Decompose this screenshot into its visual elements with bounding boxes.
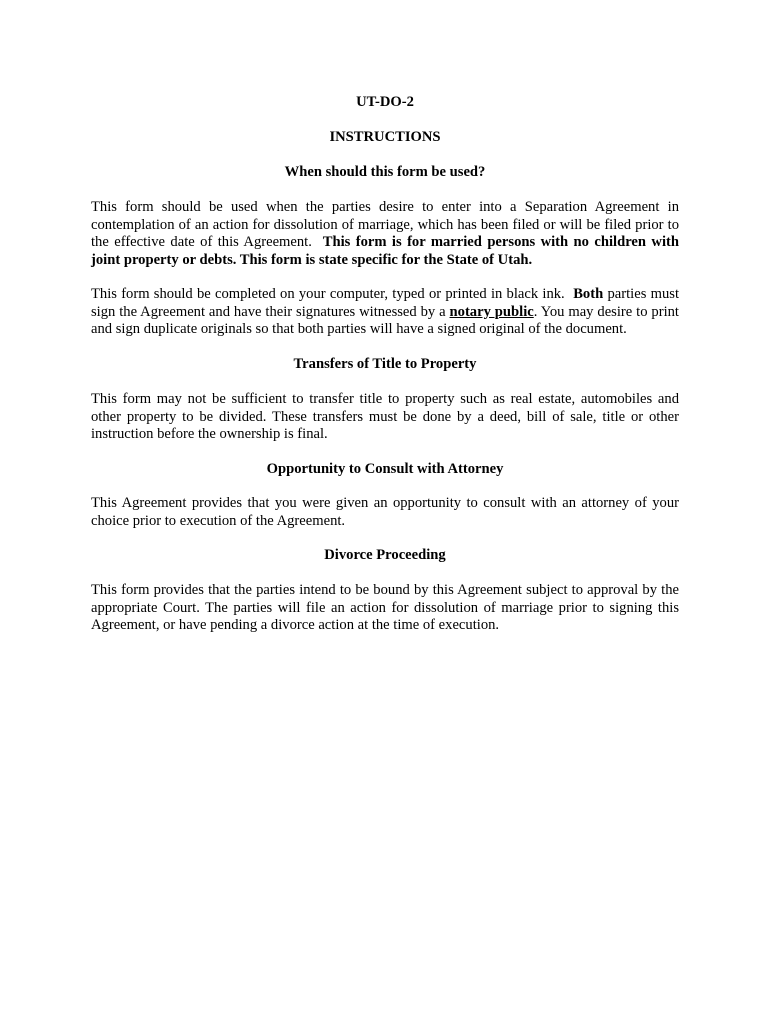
notary-public-link[interactable]: notary public: [449, 303, 534, 320]
form-code: UT-DO-2: [356, 94, 414, 110]
usage-paragraph: [91, 199, 679, 269]
transfers-heading: Transfers of Title to Property: [293, 356, 477, 372]
usage-paragraph-bold: This form is for married persons with no children with joint property or debts. This form is state specific for the State of Utah.: [91, 234, 679, 268]
completion-paragraph: [91, 286, 679, 339]
completion-text-a: This form should be completed on your computer, typed or printed in black ink.: [91, 286, 565, 302]
completion-bold-both: Both: [573, 286, 604, 302]
divorce-heading: Divorce Proceeding: [324, 547, 446, 563]
instructions-heading: INSTRUCTIONS: [329, 129, 441, 145]
usage-paragraph-text: This form should be used when the parties desire to enter into a Separation Agreement in contemplation of an action for dissolution of marriage, which has been filed or will be filed prior to the effective date of this Agreement.: [91, 199, 679, 250]
transfers-paragraph: This form may not be sufficient to transfer title to property such as real estate, automobiles and other property to be divided. These transfers must be done by a deed, bill of sale, title or other instruction before the ownership is final.: [91, 391, 679, 442]
usage-question-heading: When should this form be used?: [284, 164, 486, 180]
completion-text-b: parties must sign the Agreement and have their signatures witnessed by a: [91, 286, 679, 320]
divorce-paragraph: This form provides that the parties intend to be bound by this Agreement subject to approval by the appropriate Court. The parties will file an action for dissolution of marriage prior to signing this Agreement, or have pending a divorce action at the time of execution.: [91, 582, 679, 633]
completion-text-c: . You may desire to print and sign duplicate originals so that both parties will have a signed original of the document.: [91, 303, 679, 337]
attorney-paragraph: This Agreement provides that you were given an opportunity to consult with an attorney of your choice prior to execution of the Agreement.: [91, 495, 679, 529]
attorney-heading: Opportunity to Consult with Attorney: [266, 461, 504, 477]
